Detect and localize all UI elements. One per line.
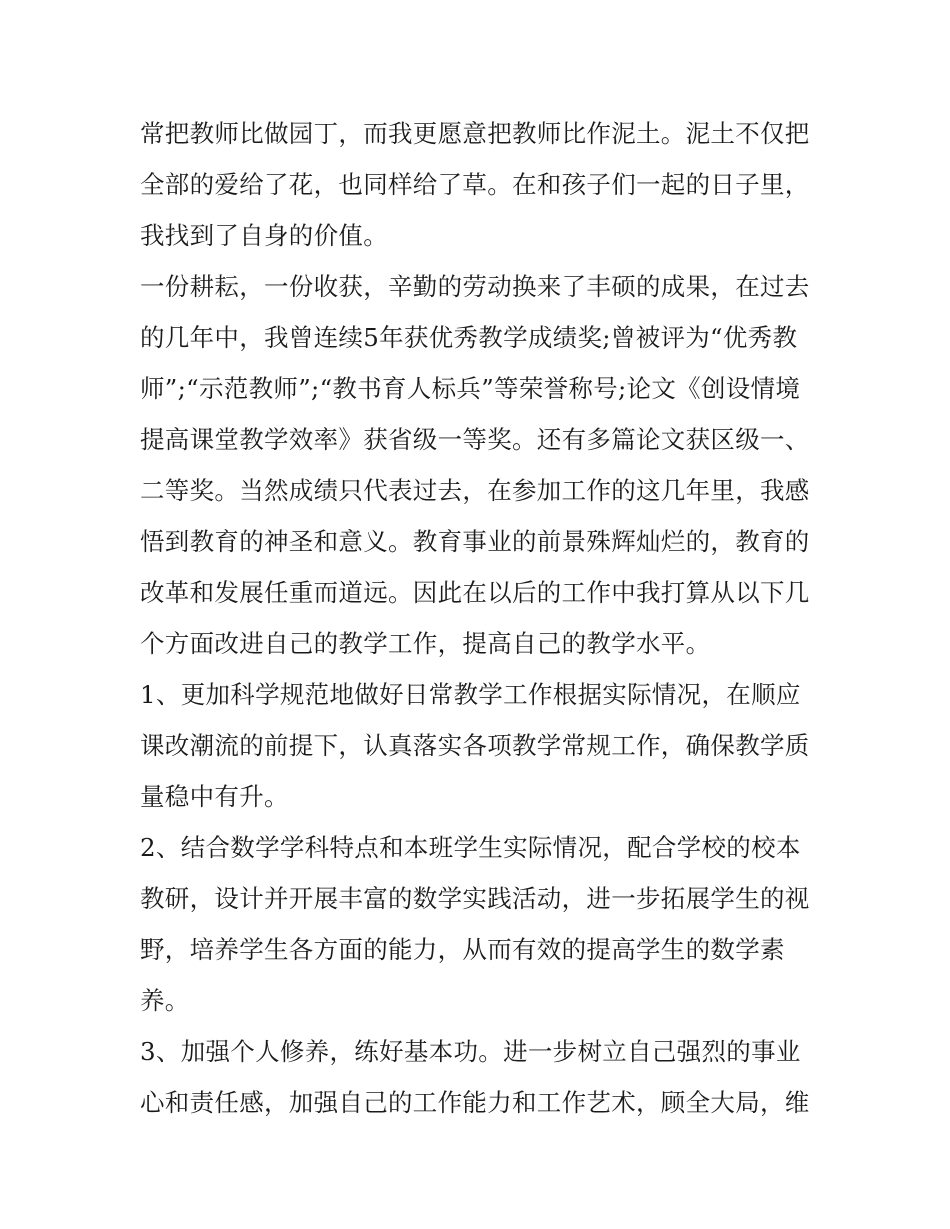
paragraph-achievements: 一份耕耘，一份收获，辛勤的劳动换来了丰硕的成果，在过去的几年中，我曾连续5年获优秀教学成绩奖;曾被评为“优秀教师”;“示范教师”;“教书育人标兵”等荣誉称号;论文《创设情境提高课堂教学效率》获省级一等奖。还有多篇论文获区级一、二等奖。当然成绩只代表过去，在参加工作的这几年里，我感悟到教育的神圣和意义。教育事业的前景殊辉灿烂的，教育的改革和发展任重而道远。因此在以后的工作中我打算从以下几个方面改进自己的教学工作，提高自己的教学水平。 bbox=[140, 272, 810, 658]
paragraph-item-2: 2、结合数学学科特点和本班学生实际情况，配合学校的校本教研，设计并开展丰富的数学实践活动，进一步拓展学生的视野，培养学生各方面的能力，从而有效的提高学生的数学素养。 bbox=[140, 833, 810, 1015]
paragraph-item-3: 3、加强个人修养，练好基本功。进一步树立自己强烈的事业心和责任感，加强自己的工作能力和工作艺术，顾全大局，维 bbox=[140, 1037, 810, 1117]
document-body bbox=[140, 108, 820, 1128]
paragraph-intro: 常把教师比做园丁，而我更愿意把教师比作泥土。泥土不仅把全部的爱给了花，也同样给了草。在和孩子们一起的日子里，我找到了自身的价值。 bbox=[140, 119, 810, 250]
paragraph-item-1: 1、更加科学规范地做好日常教学工作根据实际情况，在顺应课改潮流的前提下，认真落实各项教学常规工作，确保教学质量稳中有升。 bbox=[140, 680, 810, 811]
